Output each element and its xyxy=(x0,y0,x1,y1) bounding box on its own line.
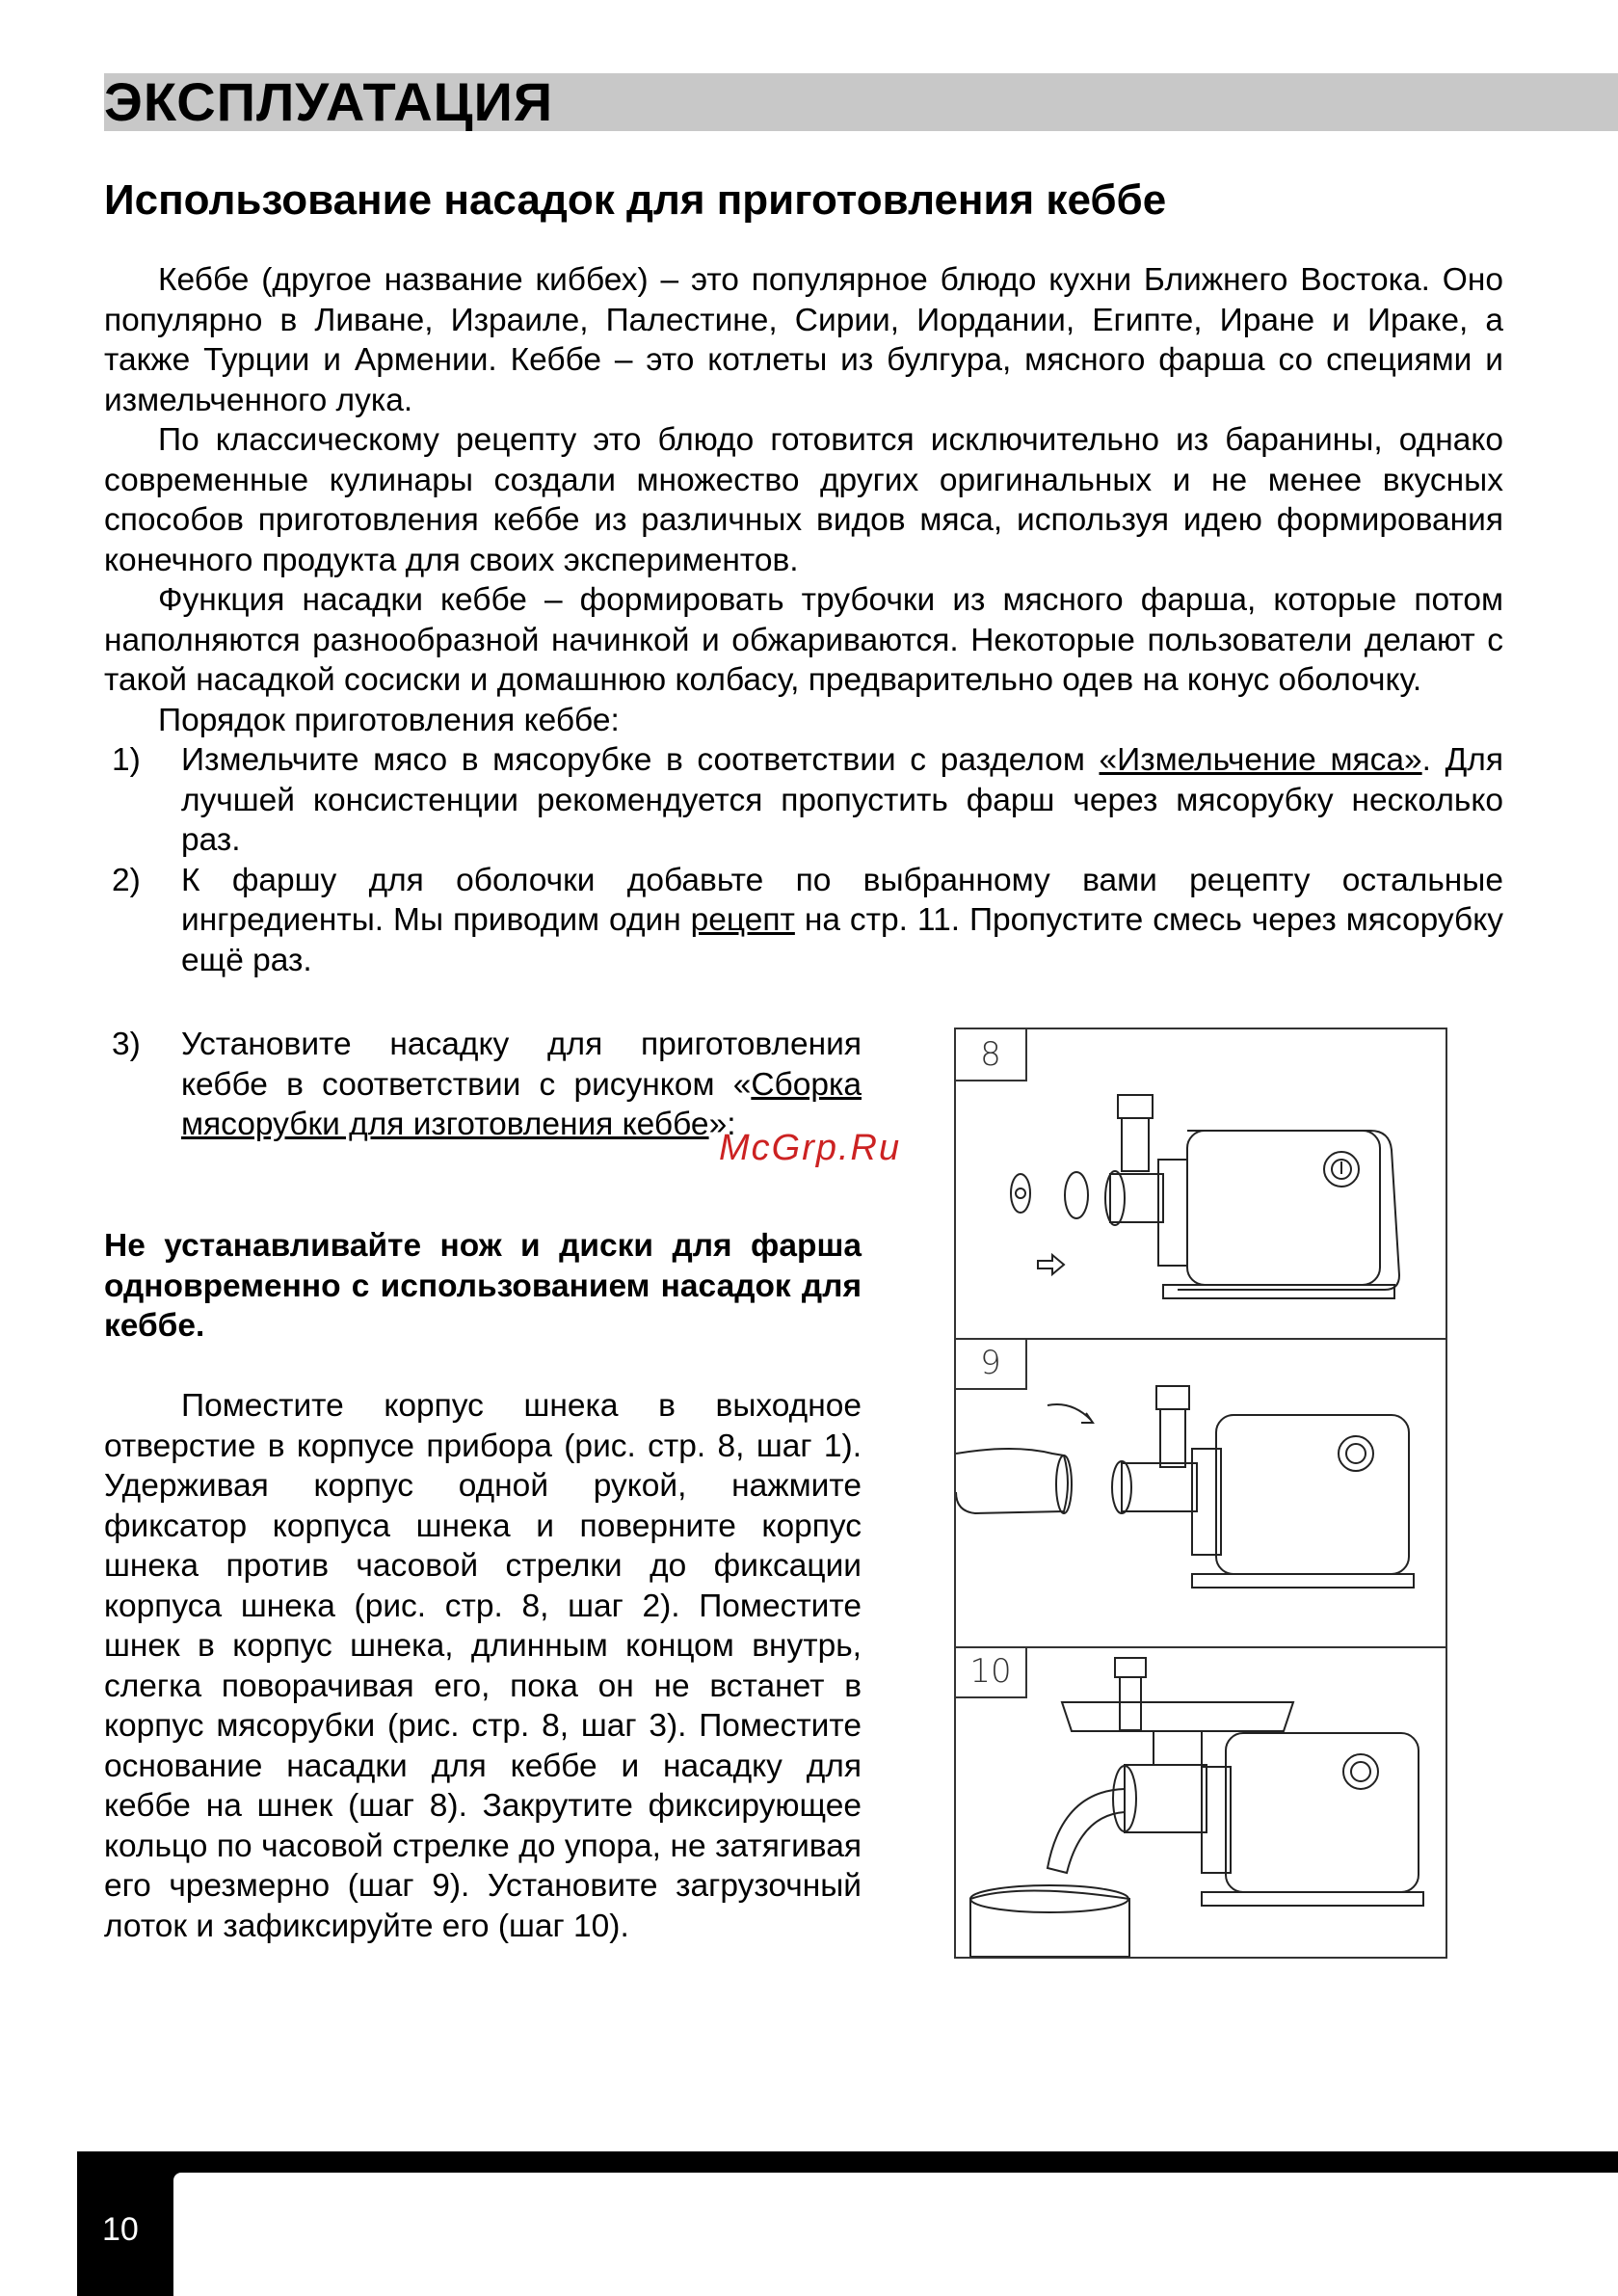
hand-twist-illustration xyxy=(956,1338,1446,1646)
figure-panel-9 xyxy=(956,1338,1446,1648)
assembly-figure xyxy=(954,1028,1447,1959)
intro-paragraph-3: Функция насадки кеббе – формировать трубочки из мясного фарша, которые потом наполняются разнообразной начинкой и обжариваются. Некоторые пользователи делают с такой насадкой сосиски и домашнюю колбасу, предварительно одев на конус оболочку. xyxy=(104,582,1503,698)
intro-paragraph-2: По классическому рецепту это блюдо готовится исключительно из баранины, однако современные кулинары создали множество других оригинальных и не менее вкусных способов приготовления кеббе из различных видов мяса, используя идею формирования конечного продукта для своих экспериментов. xyxy=(104,422,1503,578)
panel-number-9: 9 xyxy=(956,1338,1027,1390)
warning-text: Не устанавливайте нож и диски для фарша одновременно с использованием насадок для кеббе. xyxy=(104,1228,862,1344)
step-2-text: К фаршу для оболочки добавьте по выбранному вами рецепту остальные ингредиенты. Мы приводим один xyxy=(181,862,1503,938)
step-3-text: Установите насадку для приготовления кеббе в соответствии с рисунком « xyxy=(181,1027,862,1103)
section-title: ЭКСПЛУАТАЦИЯ xyxy=(104,71,554,132)
page-number: 10 xyxy=(102,2211,139,2248)
step-3-block xyxy=(104,1025,862,1145)
panel-number-8: 8 xyxy=(956,1029,1027,1081)
step-1 xyxy=(104,740,1503,861)
intro-text xyxy=(104,260,1503,980)
assembly-instructions xyxy=(104,1386,862,1946)
step-1-link[interactable]: «Измельчение мяса» xyxy=(1099,742,1422,778)
page-subtitle: Использование насадок для приготовления кеббе xyxy=(104,176,1167,224)
step-1-number: 1) xyxy=(112,742,141,778)
footer-panel xyxy=(173,2173,1618,2296)
step-2-text-after: на стр. 11. Пропустите смесь через мясорубку ещё раз. xyxy=(181,902,1503,978)
step-2 xyxy=(104,861,1503,981)
step-1-text-after: . Для лучшей консистенции рекомендуется пропустить фарш через мясорубку несколько раз. xyxy=(181,742,1503,858)
tray-installed-illustration xyxy=(956,1646,1446,1957)
figure-panel-8 xyxy=(956,1029,1446,1340)
step-2-link[interactable]: рецепт xyxy=(690,902,795,938)
step-3-link[interactable]: Сборка мясорубки для изготовления кеббе xyxy=(181,1066,862,1142)
step-3-text-after: »: xyxy=(708,1107,736,1142)
step-1-text: Измельчите мясо в мясорубке в соответствии с разделом xyxy=(181,742,1100,778)
intro-paragraph-4: Порядок приготовления кеббе: xyxy=(158,702,620,738)
assembly-paragraph: Поместите корпус шнека в выходное отверстие в корпусе прибора (рис. стр. 8, шаг 1). Удерживая корпус одной рукой, нажмите фиксатор корпуса шнека и поверните корпус шнека против часовой стрелки до фиксации корпуса шнека (рис. стр. 8, шаг 2). Поместите шнек в корпус шнека, длинным концом внутрь, слегка поворачивая его, пока он не встанет в корпус мясорубки (рис. стр. 8, шаг 3). Поместите основание насадки для кеббе и насадку для кеббе на шнек (шаг 8). Закрутите фиксирующее кольцо по часовой стрелке до упора, не затягивая его чрезмерно (шаг 9). Установите загрузочный лоток и зафиксируйте его (шаг 10). xyxy=(104,1388,862,1944)
step-3-number: 3) xyxy=(112,1027,141,1062)
watermark: McGrp.Ru xyxy=(719,1128,902,1168)
panel-number-10: 10 xyxy=(956,1646,1027,1698)
grinder-assembly-illustration xyxy=(956,1029,1446,1338)
step-2-number: 2) xyxy=(112,862,141,898)
step-3 xyxy=(104,1025,862,1145)
figure-panel-10 xyxy=(956,1646,1446,1955)
intro-paragraph-1: Кеббе (другое название киббех) – это популярное блюдо кухни Ближнего Востока. Оно популярно в Ливане, Израиле, Палестине, Сирии, Иордании, Египте, Иране и Ираке, а также Турции и Армении. Кеббе – это котлеты из булгура, мясного фарша со специями и измельченного лука. xyxy=(104,262,1503,418)
